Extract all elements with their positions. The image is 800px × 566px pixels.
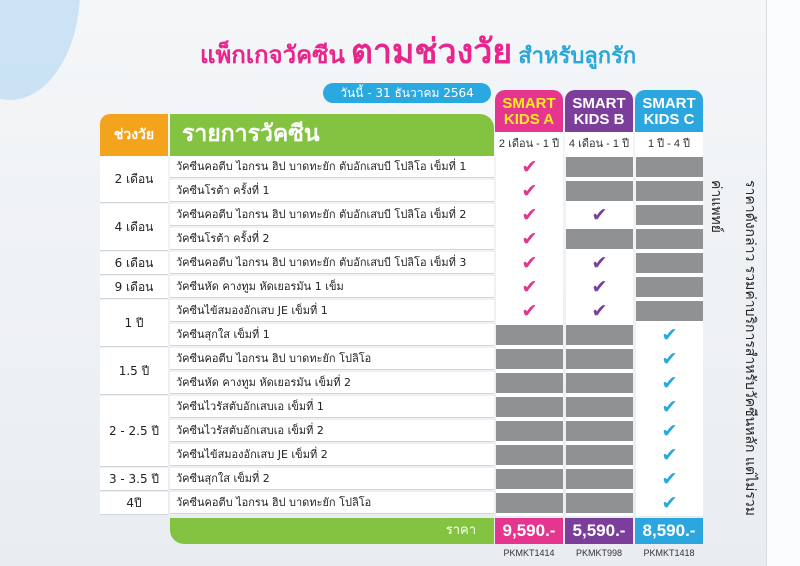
package-b-cell (566, 493, 633, 513)
age-column-header: ช่วงวัย (100, 114, 168, 156)
package-a-cell (496, 301, 563, 321)
package-c-header (635, 90, 703, 156)
package-b-cell (566, 277, 633, 297)
package-b-cell (566, 157, 633, 177)
package-a-cell (496, 325, 563, 345)
vaccine-name: วัคซีนคอตีบ ไอกรน ฮิป บาดทะยัก โปลิโอ (170, 492, 494, 514)
age-group-cell: 1.5 ปี (100, 348, 168, 395)
package-b-cell (566, 397, 633, 417)
package-b-cell (566, 325, 633, 345)
checkmark-icon: ✔ (661, 396, 678, 418)
package-c-cell (636, 181, 703, 201)
package-b-cell (566, 181, 633, 201)
checkmark-icon: ✔ (521, 228, 538, 250)
package-c-cell (636, 253, 703, 273)
vaccine-name: วัคซีนหัด คางทูม หัดเยอรมัน 1 เข็ม (170, 276, 494, 298)
vaccine-name: วัคซีนสุกใส เข็มที่ 2 (170, 468, 494, 490)
package-c-cell (636, 325, 703, 345)
checkmark-icon: ✔ (661, 324, 678, 346)
package-b-cell (566, 253, 633, 273)
price-note: ราคาดังกล่าว รวมค่าบริการสำหรับวัคซีนหลัก แต่ไม่รวมค่าแพทย์ (708, 180, 758, 516)
package-c-cell (636, 397, 703, 417)
checkmark-icon: ✔ (591, 204, 608, 226)
table-row (170, 228, 704, 250)
age-group-cell: 2 - 2.5 ปี (100, 396, 168, 467)
package-c-cell (636, 493, 703, 513)
package-a-cell (496, 181, 563, 201)
vaccine-name: วัคซีนไวรัสตับอักเสบเอ เข็มที่ 2 (170, 420, 494, 442)
age-group-cell: 4ปี (100, 492, 168, 515)
page-title (200, 24, 720, 78)
table-row (170, 420, 704, 442)
table-row (170, 204, 704, 226)
package-a-range: 2 เดือน - 1 ปี (495, 132, 563, 156)
right-panel (766, 0, 800, 566)
vaccine-name: วัคซีนหัด คางทูม หัดเยอรมัน เข็มที่ 2 (170, 372, 494, 394)
price-row (100, 518, 704, 544)
age-group-cell: 1 ปี (100, 300, 168, 347)
title-part-1: แพ็กเกจวัคซีน (200, 41, 345, 69)
package-c-cell (636, 469, 703, 489)
age-group-cell: 4 เดือน (100, 204, 168, 251)
checkmark-icon: ✔ (661, 348, 678, 370)
package-b-header (565, 90, 633, 156)
vaccine-name: วัคซีนคอตีบ ไอกรน ฮิป บาดทะยัก โปลิโอ (170, 348, 494, 370)
package-c-cell (636, 421, 703, 441)
package-a-cell (496, 397, 563, 417)
vaccine-column-header: รายการวัคซีน (170, 114, 494, 156)
package-c-cell (636, 349, 703, 369)
package-c-price: 8,590.- (635, 518, 703, 544)
checkmark-icon: ✔ (661, 372, 678, 394)
package-c-cell (636, 229, 703, 249)
title-part-2: ตามช่วงวัย (350, 32, 513, 72)
decorative-corner (0, 0, 80, 100)
package-b-cell (566, 205, 633, 225)
age-group-cell: 9 เดือน (100, 276, 168, 299)
table-row (170, 180, 704, 202)
price-label: ราคา (170, 518, 494, 544)
checkmark-icon: ✔ (661, 468, 678, 490)
package-a-cell (496, 373, 563, 393)
vaccine-name: วัคซีนไวรัสตับอักเสบเอ เข็มที่ 1 (170, 396, 494, 418)
package-c-cell (636, 373, 703, 393)
age-group-cell: 3 - 3.5 ปี (100, 468, 168, 491)
package-a-price: 9,590.- (495, 518, 563, 544)
package-b-cell (566, 469, 633, 489)
checkmark-icon: ✔ (591, 300, 608, 322)
date-badge: วันนี้ - 31 ธันวาคม 2564 (323, 83, 491, 103)
package-b-price: 5,590.- (565, 518, 633, 544)
checkmark-icon: ✔ (521, 276, 538, 298)
title-part-3: สำหรับลูกรัก (518, 44, 637, 69)
checkmark-icon: ✔ (521, 300, 538, 322)
package-a-cell (496, 469, 563, 489)
table-row (170, 300, 704, 322)
table-row (170, 324, 704, 346)
checkmark-icon: ✔ (521, 252, 538, 274)
table-row (170, 444, 704, 466)
table-row (170, 348, 704, 370)
checkmark-icon: ✔ (521, 156, 538, 178)
package-a-cell (496, 493, 563, 513)
checkmark-icon: ✔ (661, 492, 678, 514)
vaccine-name: วัคซีนคอตีบ ไอกรน ฮิป บาดทะยัก ตับอักเสบบี โปลิโอ เข็มที่ 1 (170, 156, 494, 178)
package-b-cell (566, 445, 633, 465)
vaccine-name: วัคซีนโรต้า ครั้งที่ 1 (170, 180, 494, 202)
vaccine-name: วัคซีนโรต้า ครั้งที่ 2 (170, 228, 494, 250)
table-row (170, 252, 704, 274)
package-a-cell (496, 445, 563, 465)
package-b-range: 4 เดือน - 1 ปี (565, 132, 633, 156)
table-row (170, 156, 704, 178)
package-a-cell (496, 277, 563, 297)
vaccine-name: วัคซีนคอตีบ ไอกรน ฮิป บาดทะยัก ตับอักเสบบี โปลิโอ เข็มที่ 2 (170, 204, 494, 226)
package-b-name: SMART KIDS B (572, 95, 626, 128)
package-c-cell (636, 277, 703, 297)
table-row (170, 372, 704, 394)
checkmark-icon: ✔ (591, 252, 608, 274)
package-a-cell (496, 205, 563, 225)
package-b-cell (566, 421, 633, 441)
package-c-name: SMART KIDS C (642, 95, 696, 128)
table-row (170, 468, 704, 490)
package-a-header (495, 90, 563, 156)
package-a-code: PKMKT1414 (503, 548, 555, 558)
package-a-cell (496, 229, 563, 249)
vaccine-name: วัคซีนคอตีบ ไอกรน ฮิป บาดทะยัก ตับอักเสบบี โปลิโอ เข็มที่ 3 (170, 252, 494, 274)
package-c-code: PKMKT1418 (643, 548, 695, 558)
package-c-cell (636, 157, 703, 177)
package-a-cell (496, 349, 563, 369)
package-b-cell (566, 373, 633, 393)
package-b-cell (566, 301, 633, 321)
package-b-cell (566, 349, 633, 369)
checkmark-icon: ✔ (661, 444, 678, 466)
checkmark-icon: ✔ (521, 180, 538, 202)
vaccine-name: วัคซีนสุกใส เข็มที่ 1 (170, 324, 494, 346)
package-a-name: SMART KIDS A (502, 95, 556, 128)
checkmark-icon: ✔ (661, 420, 678, 442)
table-row (170, 492, 704, 514)
package-a-cell (496, 157, 563, 177)
package-c-cell (636, 445, 703, 465)
checkmark-icon: ✔ (521, 204, 538, 226)
package-c-cell (636, 301, 703, 321)
package-b-code: PKMKT998 (575, 548, 623, 558)
table-row (170, 276, 704, 298)
package-a-cell (496, 421, 563, 441)
package-b-cell (566, 229, 633, 249)
package-a-cell (496, 253, 563, 273)
age-group-cell: 6 เดือน (100, 252, 168, 275)
vaccine-name: วัคซีนไข้สมองอักเสบ JE เข็มที่ 2 (170, 444, 494, 466)
vaccine-name: วัคซีนไข้สมองอักเสบ JE เข็มที่ 1 (170, 300, 494, 322)
package-c-range: 1 ปี - 4 ปี (635, 132, 703, 156)
checkmark-icon: ✔ (591, 276, 608, 298)
table-row (170, 396, 704, 418)
package-c-cell (636, 205, 703, 225)
age-group-cell: 2 เดือน (100, 156, 168, 203)
